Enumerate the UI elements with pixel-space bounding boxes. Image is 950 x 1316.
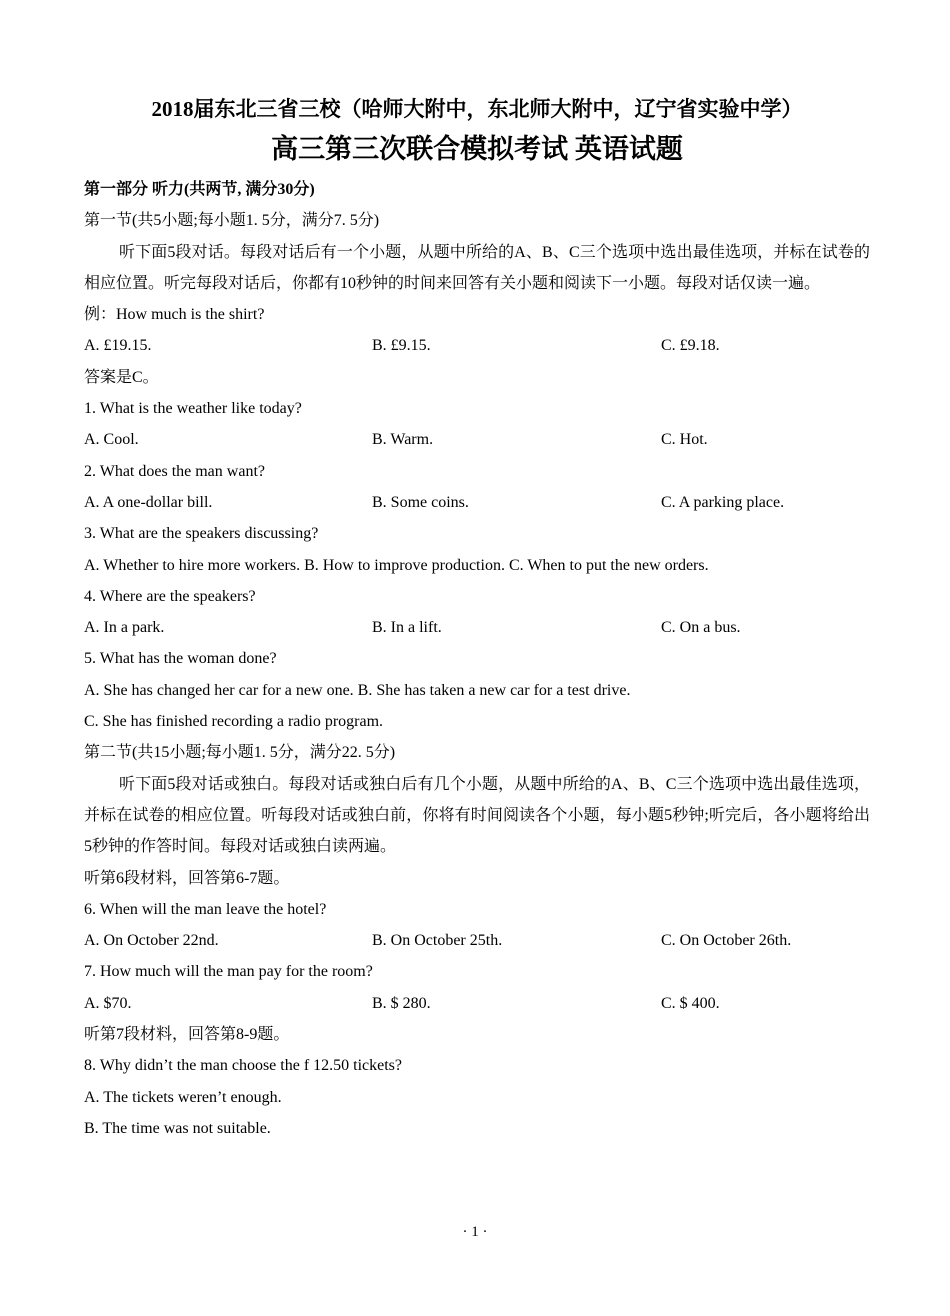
question-8-option-b: B. The time was not suitable. — [84, 1119, 271, 1137]
option-c: C. $ 400. — [661, 994, 720, 1012]
part1-heading: 第一部分 听力(共两节, 满分30分) — [84, 181, 315, 198]
option-c: C. A parking place. — [661, 493, 785, 511]
exam-header-line1: 2018届东北三省三校（哈师大附中，东北师大附中，辽宁省实验中学） — [151, 97, 803, 121]
question-5-option-c: C. She has finished recording a radio program. — [84, 713, 384, 731]
option-b: B. $ 280. — [372, 994, 431, 1012]
example-options — [84, 330, 870, 361]
option-b: B. Some coins. — [372, 493, 469, 511]
option-a: A. Cool. — [84, 431, 139, 449]
option-c: C. £9.18. — [661, 337, 720, 355]
option-b: B. £9.15. — [372, 337, 431, 355]
option-b: B. In a lift. — [372, 619, 442, 637]
question-3-options: A. Whether to hire more workers. B. How to improve production. C. When to put the new orders. — [84, 556, 709, 574]
option-a: A. In a park. — [84, 619, 165, 637]
question-6-options — [84, 925, 870, 956]
question-4-options — [84, 612, 870, 643]
section1-heading: 第一节(共5小题;每小题1. 5分，满分7. 5分) — [84, 212, 380, 230]
question-2: 2. What does the man want? — [84, 462, 265, 480]
question-7-options — [84, 988, 870, 1019]
example-question: 例：How much is the shirt? — [84, 306, 265, 324]
option-a: A. On October 22nd. — [84, 932, 219, 950]
option-a: A. A one-dollar bill. — [84, 493, 213, 511]
option-c: C. On a bus. — [661, 619, 741, 637]
option-b: B. On October 25th. — [372, 932, 503, 950]
exam-title: 高三第三次联合模拟考试 英语试题 — [271, 134, 683, 164]
material-7-note: 听第7段材料，回答第8-9题。 — [84, 1026, 290, 1044]
option-a: A. $70. — [84, 994, 132, 1012]
question-8-option-a: A. The tickets weren’t enough. — [84, 1088, 282, 1106]
question-1-options — [84, 424, 870, 455]
question-8: 8. Why didn’t the man choose the f 12.50 tickets? — [84, 1057, 403, 1075]
option-b: B. Warm. — [372, 431, 434, 449]
option-c: C. Hot. — [661, 431, 708, 449]
question-1: 1. What is the weather like today? — [84, 400, 302, 418]
question-7: 7. How much will the man pay for the room? — [84, 963, 373, 981]
example-answer: 答案是C。 — [84, 368, 159, 386]
question-3: 3. What are the speakers discussing? — [84, 525, 319, 543]
option-a: A. £19.15. — [84, 337, 152, 355]
section1-instructions: 听下面5段对话。每段对话后有一个小题，从题中所给的A、B、C三个选项中选出最佳选项，并标在试卷的相应位置。听完每段对话后，你都有10秒钟的时间来回答有关小题和阅读下一小题。每段对话仅读一遍。 — [84, 243, 870, 292]
question-5-options-ab: A. She has changed her car for a new one. B. She has taken a new car for a test drive. — [84, 681, 631, 699]
section2-instructions: 听下面5段对话或独白。每段对话或独白后有几个小题，从题中所给的A、B、C三个选项中选出最佳选项，并标在试卷的相应位置。听每段对话或独白前，你将有时间阅读各个小题，每小题5秒钟;听完后，各小题将给出5秒钟的作答时间。每段对话或独白读两遍。 — [84, 775, 870, 856]
exam-page — [84, 92, 870, 1144]
section2-heading: 第二节(共15小题;每小题1. 5分，满分22. 5分) — [84, 744, 396, 762]
material-6-note: 听第6段材料，回答第6-7题。 — [84, 869, 290, 887]
question-6: 6. When will the man leave the hotel? — [84, 900, 327, 918]
page-number: · 1 · — [462, 1224, 488, 1240]
question-4: 4. Where are the speakers? — [84, 587, 256, 605]
option-c: C. On October 26th. — [661, 932, 792, 950]
question-2-options — [84, 487, 870, 518]
question-5: 5. What has the woman done? — [84, 650, 277, 668]
